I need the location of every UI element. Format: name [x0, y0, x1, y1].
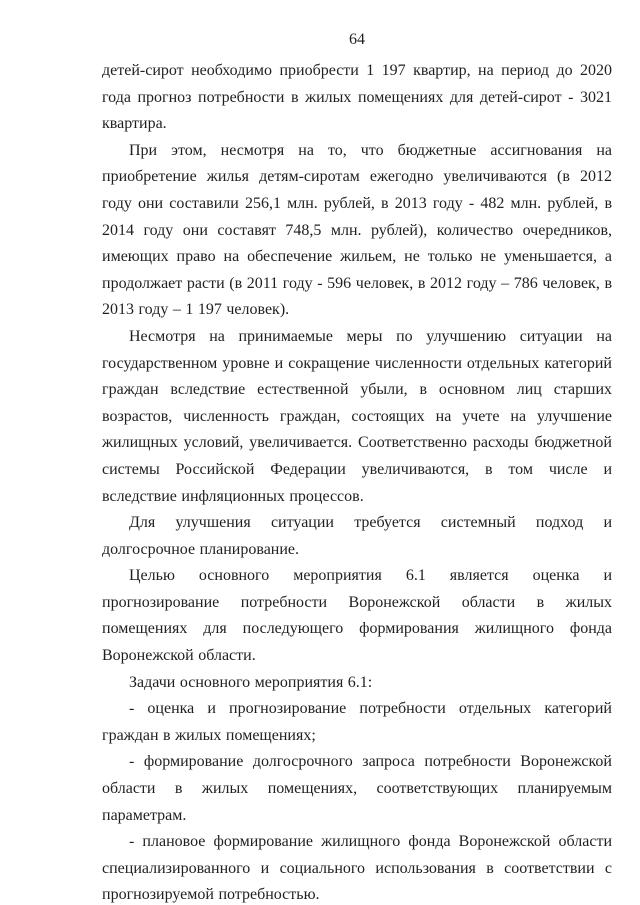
page-content: [102, 58, 612, 905]
page-number: 64: [349, 31, 365, 48]
paragraph: - оценка и прогнозирование потребности отдельных категорий граждан в жилых помещениях;: [102, 700, 612, 744]
paragraph: Задачи основного мероприятия 6.1:: [129, 673, 373, 691]
paragraph: Несмотря на принимаемые меры по улучшению ситуации на государственном уровне и сокращение численности отдельных категорий граждан вследствие естественной убыли, в основном лиц старших возрастов, численность граждан, состоящих на учете на улучшение жилищных условий, увеличивается. Соответственно расходы бюджетной системы Российской Федерации увеличиваются, в том числе и вследствие инфляционных процессов.: [102, 327, 612, 505]
paragraph: - плановое формирование жилищного фонда Воронежской области специализированного и социального использования в соответствии с прогнозируемой потребностью.: [102, 833, 612, 904]
paragraph: детей-сирот необходимо приобрести 1 197 квартир, на период до 2020 года прогноз потребности в жилых помещениях для детей-сирот - 3021 квартира.: [102, 62, 612, 133]
paragraph: Для улучшения ситуации требуется системный подход и долгосрочное планирование.: [102, 514, 612, 558]
paragraph: При этом, несмотря на то, что бюджетные ассигнования на приобретение жилья детям-сиротам ежегодно увеличиваются (в 2012 году они составили 256,1 млн. рублей, в 2013 году - 482 млн. рублей, в 2014 году они составят 748,5 млн. рублей), количество очередников, имеющих право на обеспечение жильем, не только не уменьшается, а продолжает расти (в 2011 году - 596 человек, в 2012 году – 786 человек, в 2013 году – 1 197 человек).: [102, 141, 612, 319]
paragraph: Целью основного мероприятия 6.1 является оценка и прогнозирование потребности Воронежской области в жилых помещениях для последующего формирования жилищного фонда Воронежской области.: [102, 567, 612, 665]
paragraph: - формирование долгосрочного запроса потребности Воронежской области в жилых помещениях, соответствующих планируемым параметрам.: [102, 753, 612, 824]
